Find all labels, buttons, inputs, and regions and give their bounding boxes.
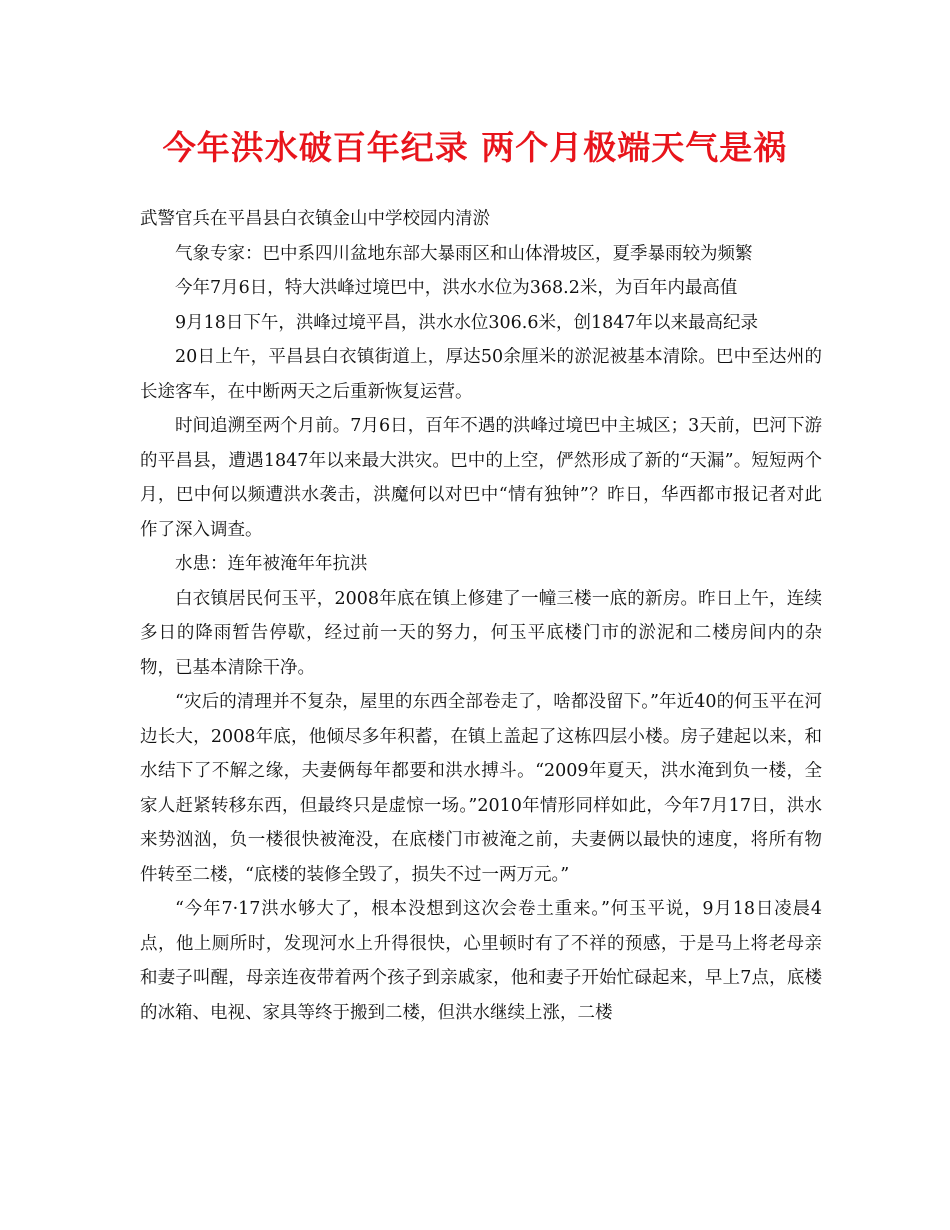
photo-caption: 今年7月6日，特大洪峰过境巴中，洪水水位为368.2米，为百年内最高值 — [175, 278, 738, 298]
document-body — [140, 202, 822, 1030]
photo-caption: 武警官兵在平昌县白衣镇金山中学校园内清淤 — [140, 209, 490, 229]
body-paragraph: “灾后的清理并不复杂，屋里的东西全部卷走了，啥都没留下。”年近40的何玉平在河边长大，2008年底，他倾尽多年积蓄，在镇上盖起了这栋四层小楼。房子建起以来，和水结下了不解之缘，夫妻俩每年都要和洪水搏斗。“2009年夏天，洪水淹到负一楼，全家人赶紧转移东西，但最终只是虚惊一场。”2010年情形同样如此，今年7月17日，洪水来势汹汹，负一楼很快被淹没，在底楼门市被淹之前，夫妻俩以最快的速度，将所有物件转至二楼，“底楼的装修全毁了，损失不过一两万元。” — [140, 692, 822, 885]
body-paragraph: “今年7·17洪水够大了，根本没想到这次会卷土重来。”何玉平说，9月18日凌晨4点，他上厕所时，发现河水上升得很快，心里顿时有了不祥的预感，于是马上将老母亲和妻子叫醒，母亲连夜带着两个孩子到亲戚家，他和妻子开始忙碌起来，早上7点，底楼的冰箱、电视、家具等终于搬到二楼，但洪水继续上涨，二楼 — [140, 899, 822, 1023]
body-paragraph: 白衣镇居民何玉平，2008年底在镇上修建了一幢三楼一底的新房。昨日上午，连续多日的降雨暂告停歇，经过前一天的努力，何玉平底楼门市的淤泥和二楼房间内的杂物，已基本清除干净。 — [140, 588, 822, 678]
section-heading: 水患：连年被淹年年抗洪 — [175, 554, 368, 574]
photo-caption: 9月18日下午，洪峰过境平昌，洪水水位306.6米，创1847年以来最高纪录 — [175, 312, 759, 333]
photo-caption: 气象专家：巴中系四川盆地东部大暴雨区和山体滑坡区，夏季暴雨较为频繁 — [175, 243, 753, 264]
document-title: 今年洪水破百年纪录 两个月极端天气是祸 — [162, 128, 788, 167]
body-paragraph: 时间追溯至两个月前。7月6日，百年不遇的洪峰过境巴中主城区；3天前，巴河下游的平昌县，遭遇1847年以来最大洪灾。巴中的上空，俨然形成了新的“天漏”。短短两个月，巴中何以频遭洪水袭击，洪魔何以对巴中“情有独钟”？昨日，华西都市报记者对此作了深入调查。 — [140, 416, 822, 540]
body-paragraph: 20日上午，平昌县白衣镇街道上，厚达50余厘米的淤泥被基本清除。巴中至达州的长途客车，在中断两天之后重新恢复运营。 — [140, 347, 822, 402]
